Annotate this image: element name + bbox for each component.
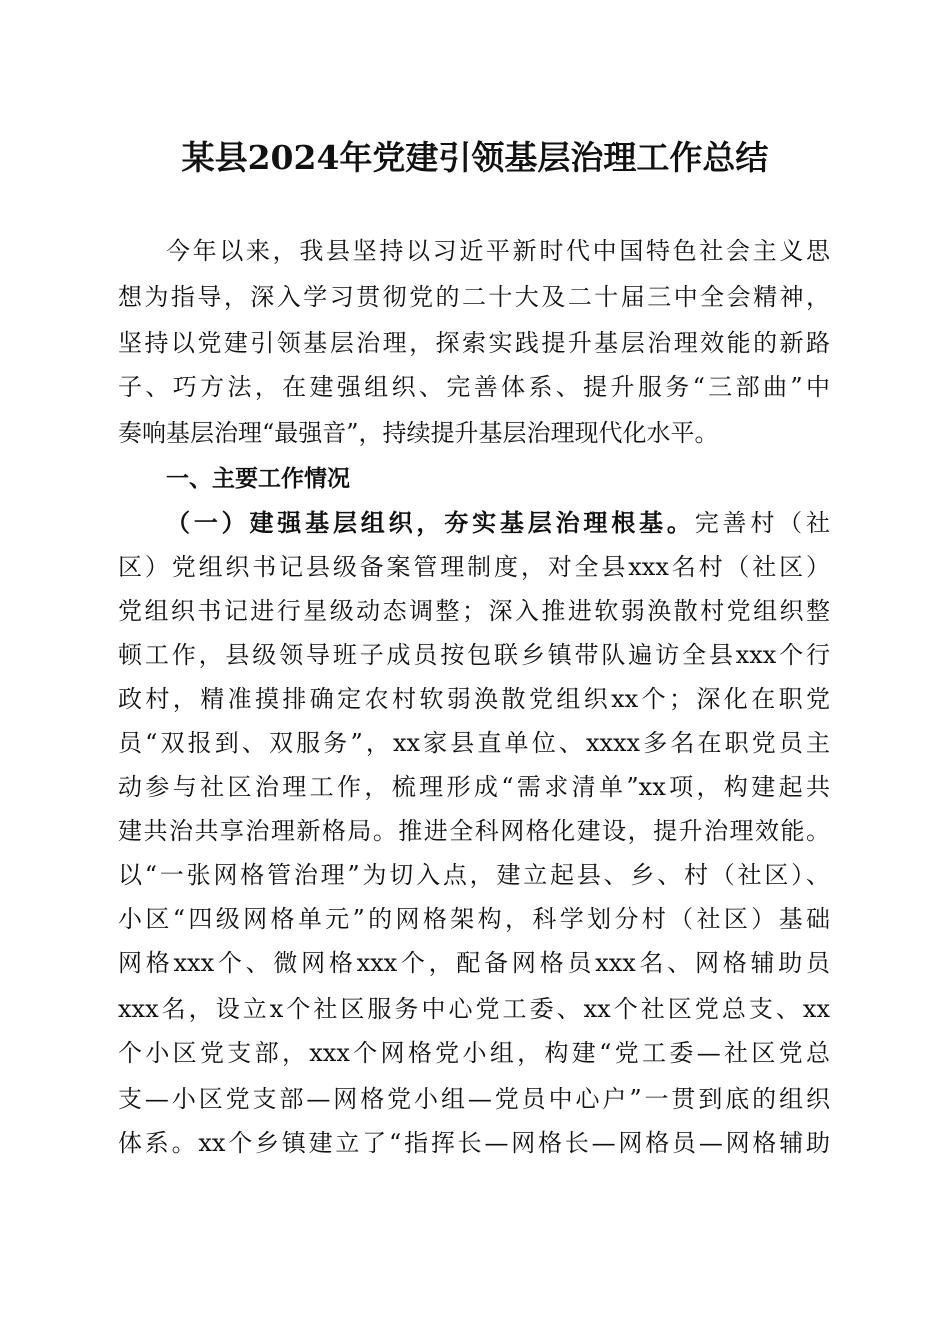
body-line: 员“双报到、双服务”，xx家县直单位、xxxx多名在职党员主 — [118, 729, 830, 757]
body-line: 体系。xx个乡镇建立了“指挥长—网格长—网格员—网格辅助 — [118, 1129, 830, 1157]
intro-line: 坚持以党建引领基层治理，探索实践提升基层治理效能的新路 — [118, 329, 830, 357]
body-line: 区）党组织书记县级备案管理制度，对全县xxx名村（社区） — [118, 553, 830, 581]
intro-line: 奏响基层治理“最强音”，持续提升基层治理现代化水平。 — [118, 419, 719, 447]
body-line: xxx名，设立x个社区服务中心党工委、xx个社区党总支、xx — [118, 995, 830, 1023]
body-line: 动参与社区治理工作，梳理形成“需求清单”xx项，构建起共 — [118, 773, 830, 801]
body-line: 网格xxx个、微网格xxx个，配备网格员xxx名、网格辅助员 — [118, 949, 830, 977]
body-line: 以“一张网格管治理”为切入点，建立起县、乡、村（社区）、 — [118, 861, 830, 889]
subsection-first-line-rest: 完善村（社 — [694, 509, 830, 537]
body-line: 建共治共享治理新格局。推进全科网格化建设，提升治理效能。 — [118, 817, 830, 845]
body-line: 个小区党支部，xxx个网格党小组，构建“党工委—社区党总 — [118, 1039, 830, 1067]
body-line: 政村，精准摸排确定农村软弱涣散党组织xx个；深化在职党 — [118, 685, 830, 713]
intro-line: 想为指导，深入学习贯彻党的二十大及二十届三中全会精神， — [118, 283, 830, 311]
subsection-title: （一）建强基层组织，夯实基层治理根基。 — [166, 508, 695, 537]
intro-line: 子、巧方法，在建强组织、完善体系、提升服务“三部曲”中 — [118, 373, 830, 401]
body-line: 小区“四级网格单元”的网格架构，科学划分村（社区）基础 — [118, 905, 830, 933]
document-title: 某县2024年党建引领基层治理工作总结 — [181, 138, 769, 177]
body-line: 支—小区党支部—网格党小组—党员中心户”一贯到底的组织 — [118, 1085, 830, 1113]
body-line: 党组织书记进行星级动态调整；深入推进软弱涣散村党组织整 — [118, 597, 830, 625]
intro-line: 今年以来，我县坚持以习近平新时代中国特色社会主义思 — [166, 237, 830, 265]
subsection-first-line — [166, 500, 830, 546]
body-line: 顿工作，县级领导班子成员按包联乡镇带队遍访全县xxx个行 — [118, 641, 830, 669]
section-heading: 一、主要工作情况 — [166, 466, 350, 492]
